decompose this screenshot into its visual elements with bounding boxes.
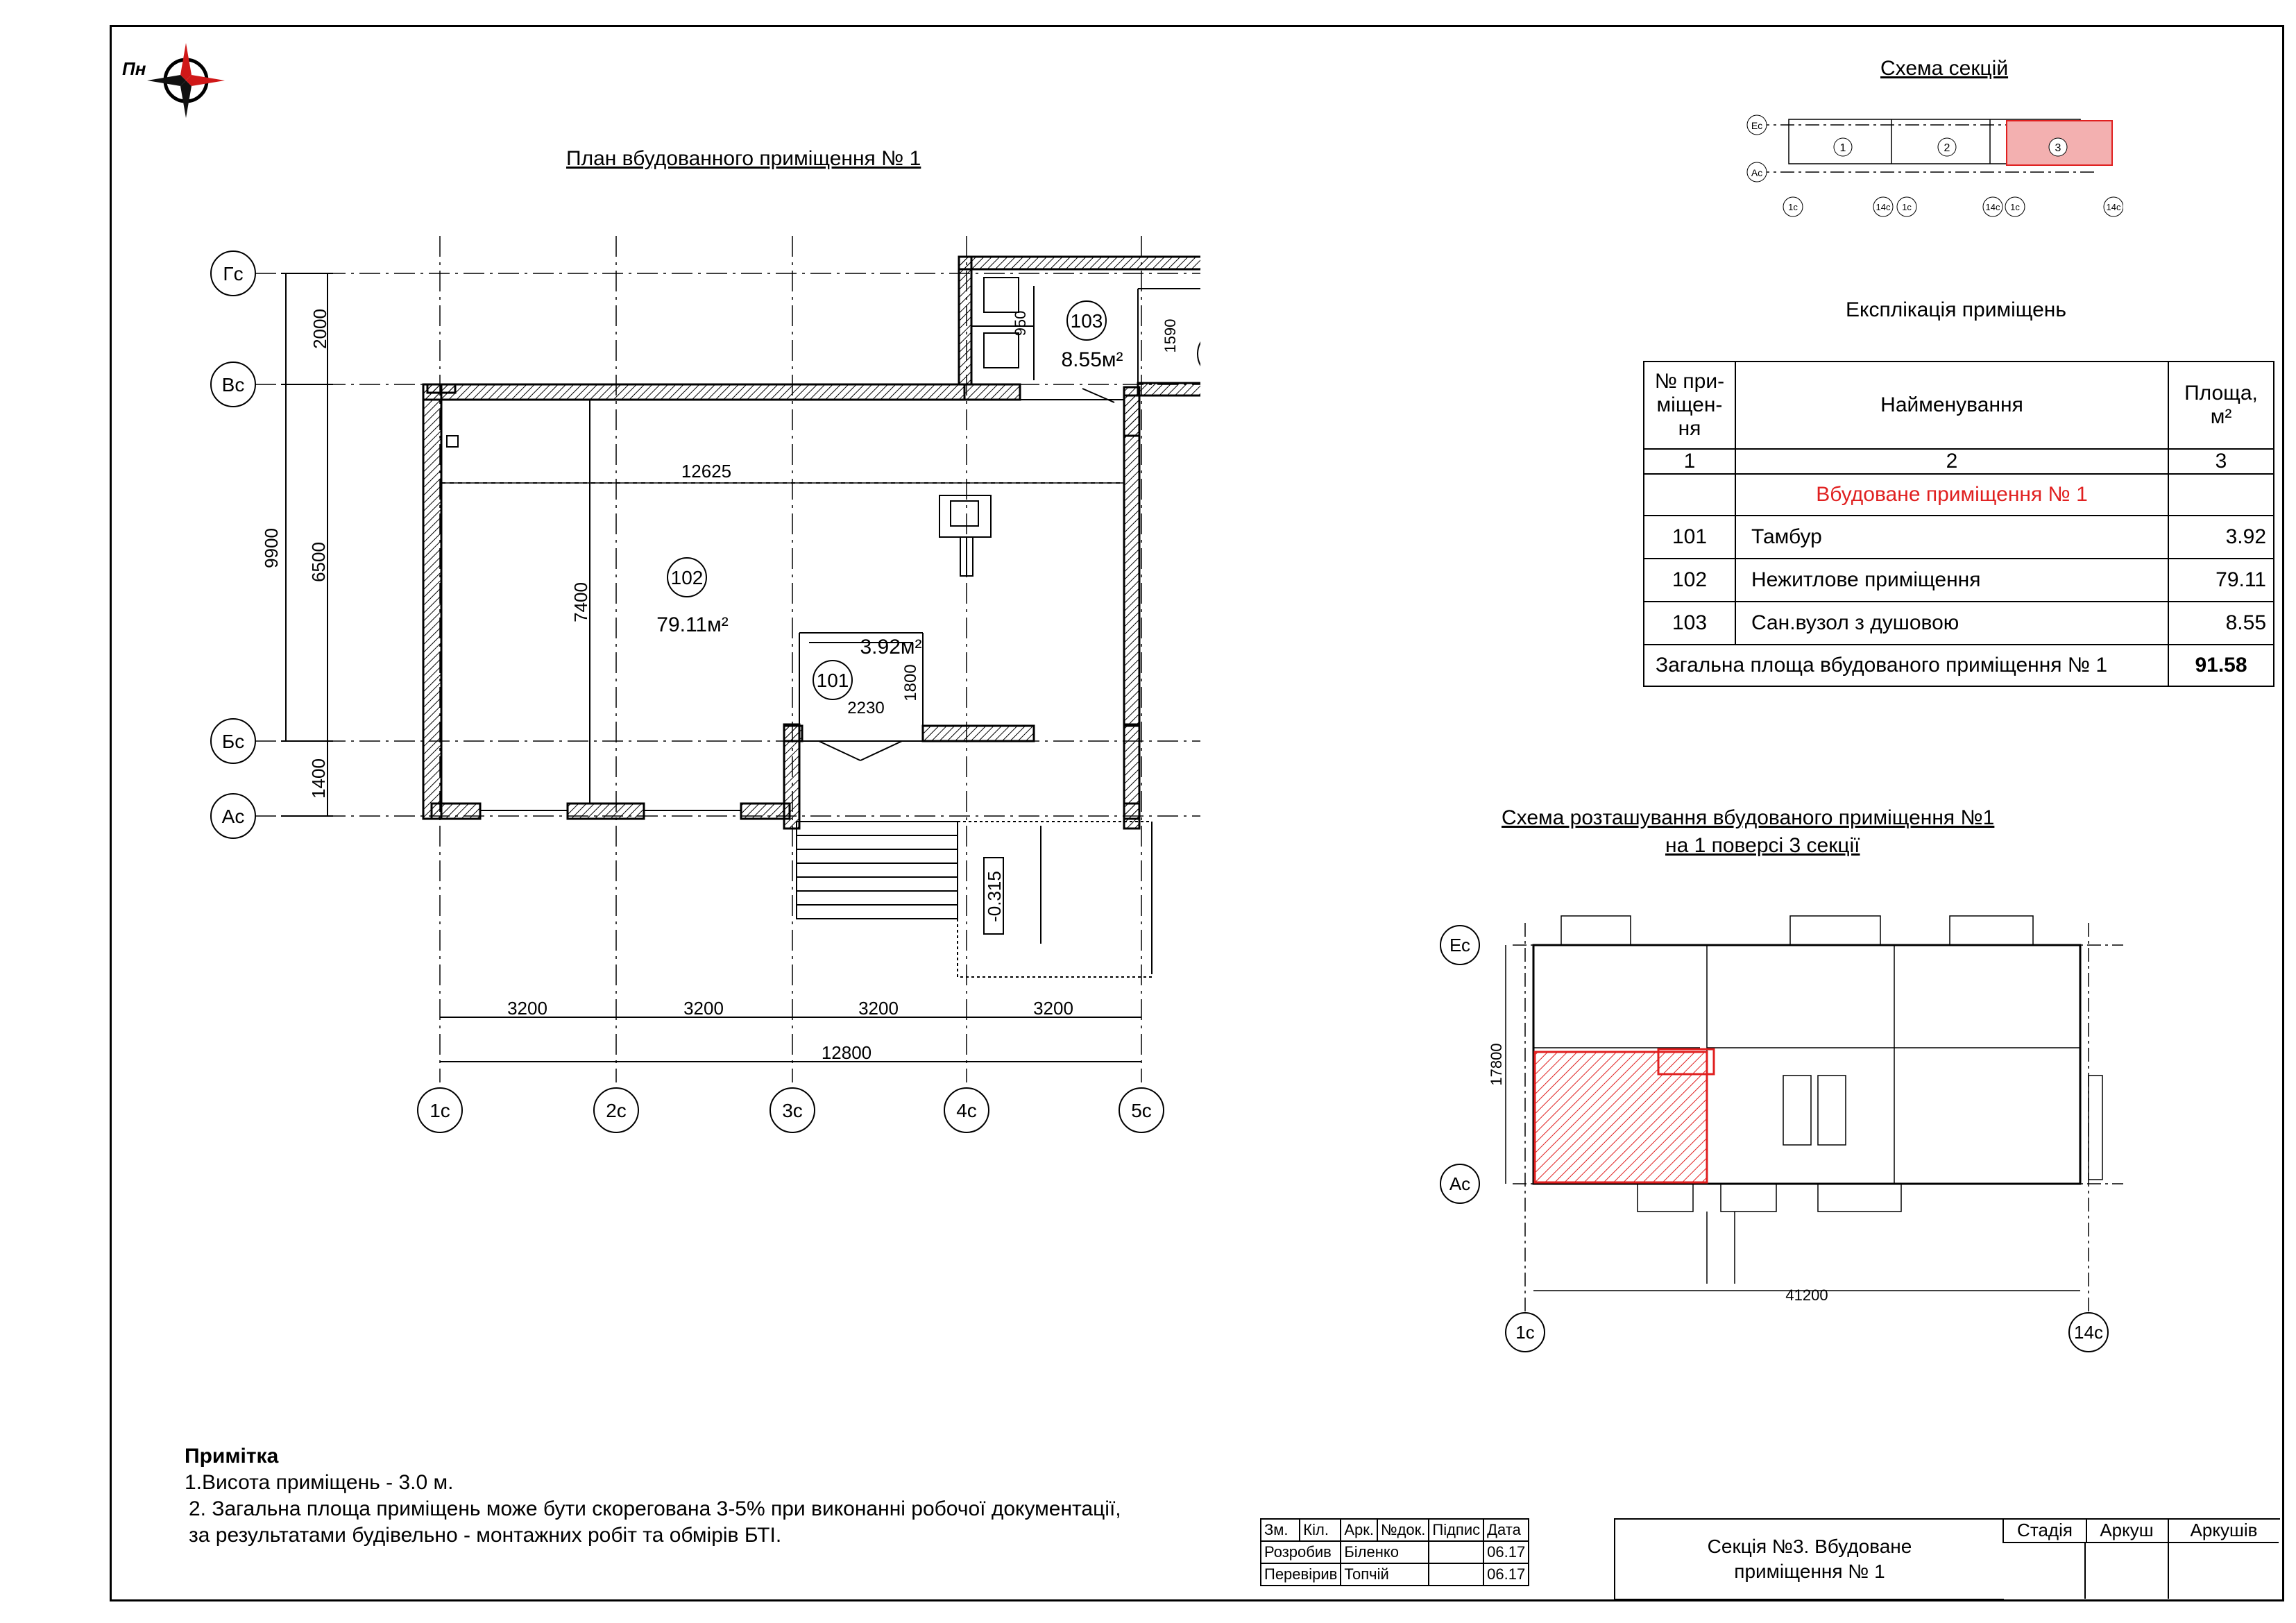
sections-bottom-5: 1с — [2010, 202, 2020, 212]
room-103-number: 103 — [1070, 310, 1103, 332]
row-103-num: 103 — [1644, 602, 1735, 645]
location-axis-1с: 1с — [1515, 1322, 1535, 1343]
table-row — [1644, 559, 2274, 602]
grid-lines — [255, 236, 1200, 1082]
explication-head-area: Площа, м² — [2168, 362, 2274, 449]
explication-head-num: № при- міщен- ня — [1644, 362, 1735, 449]
room-101-number: 101 — [816, 670, 849, 691]
stamp-date-2: 06.17 — [1483, 1563, 1529, 1586]
axis-Гс: Гс — [223, 263, 244, 284]
dim-bottom-1: 3200 — [507, 998, 547, 1019]
notes — [185, 1443, 1121, 1549]
location-axis-Ес: Ес — [1449, 935, 1471, 955]
level-mark: -0.315 — [984, 871, 1005, 922]
stamp-sheet: Аркуш — [2086, 1520, 2169, 1543]
location-dim-v: 17800 — [1488, 1043, 1505, 1086]
dim-6500: 6500 — [308, 542, 329, 582]
sections-axis-Ес: Ес — [1751, 120, 1763, 131]
dim-1800: 1800 — [901, 664, 920, 702]
north-label: Пн — [122, 58, 146, 79]
explication-colnum-2: 2 — [1735, 449, 2168, 474]
walls — [423, 257, 1200, 829]
dim-1590: 1590 — [1162, 318, 1179, 353]
stamp-data: Дата — [1483, 1519, 1529, 1541]
explication-table — [1643, 361, 2274, 687]
dim-950: 950 — [1012, 310, 1029, 337]
dim-bottom-total: 12800 — [821, 1042, 872, 1063]
explication-colnum-1: 1 — [1644, 449, 1735, 474]
stairs — [797, 822, 1152, 977]
title-block-right — [2002, 1518, 2280, 1599]
section-2: 2 — [1944, 142, 1950, 154]
dim-bottom-2: 3200 — [683, 998, 724, 1019]
dim-12625: 12625 — [681, 461, 732, 482]
section-1: 1 — [1839, 142, 1846, 154]
notes-heading: Примітка — [185, 1445, 279, 1468]
location-title-1: Схема розташування вбудованого приміщення №1 — [1502, 806, 1995, 829]
location-dim-h: 41200 — [1785, 1286, 1828, 1304]
dim-2000: 2000 — [309, 309, 330, 349]
sections-bottom-2: 14с — [1876, 202, 1891, 212]
table-row — [1644, 602, 2274, 645]
axis-Ас: Ас — [221, 806, 245, 827]
location-axis-Ас: Ас — [1449, 1173, 1471, 1194]
axis-3с: 3с — [782, 1100, 803, 1121]
explication-colnum-3: 3 — [2168, 449, 2274, 474]
axis-5с: 5с — [1131, 1100, 1152, 1121]
stamp-date-1: 06.17 — [1483, 1541, 1529, 1563]
sections-bottom-4: 14с — [1985, 202, 2000, 212]
note-line-1: 1.Висота приміщень - 3.0 м. — [185, 1471, 454, 1494]
note-line-2: 2. Загальна площа приміщень може бути скорегована 3-5% при виконанні робочої документації, — [189, 1497, 1121, 1520]
location-scheme — [1429, 895, 2158, 1353]
sections-title: Схема секцій — [1880, 57, 2009, 80]
row-102-num: 102 — [1644, 559, 1735, 602]
location-axis-14с: 14с — [2074, 1322, 2103, 1343]
stamp-ndok: №док. — [1377, 1519, 1429, 1541]
dim-bottom-3: 3200 — [858, 998, 899, 1019]
row-103-name: Сан.вузол з душовою — [1735, 602, 2168, 645]
room-102-number: 102 — [670, 567, 704, 588]
compass-icon — [115, 32, 235, 126]
sections-bottom-3: 1с — [1902, 202, 1912, 212]
title-block-main — [1614, 1518, 2004, 1600]
premises-highlight — [1535, 1052, 1707, 1182]
stamp-sheets: Аркушів — [2169, 1520, 2279, 1543]
axis-1с: 1с — [430, 1100, 450, 1121]
explication-head-name: Найменування — [1735, 362, 2168, 449]
dim-2230: 2230 — [847, 699, 885, 717]
stamp-pidpys: Підпис — [1429, 1519, 1483, 1541]
stamp-role-1: Розробив — [1261, 1541, 1341, 1563]
sections-axis-Ас: Ас — [1751, 167, 1763, 178]
stamp-title: Секція №3. Вбудоване приміщення № 1 — [1707, 1536, 1912, 1582]
stamp-stage: Стадія — [2002, 1520, 2087, 1543]
location-title-2: на 1 поверсі 3 секції — [1665, 834, 1860, 857]
north-arrow — [115, 32, 235, 126]
section-3: 3 — [2055, 142, 2061, 154]
axis-Бс: Бс — [221, 731, 245, 752]
room-102-area: 79.11м² — [656, 613, 729, 636]
row-101-area: 3.92 — [2168, 516, 2274, 559]
axis-2с: 2с — [606, 1100, 627, 1121]
row-103-area: 8.55 — [2168, 602, 2274, 645]
dim-1400: 1400 — [308, 758, 329, 799]
sections-bottom-6: 14с — [2106, 202, 2121, 212]
plan-title: План вбудованного приміщення № 1 — [566, 147, 921, 170]
note-line-3: за результатами будівельно - монтажних робіт та обмірів БТІ. — [189, 1524, 782, 1547]
total-value: 91.58 — [2168, 645, 2274, 686]
stamp-name-1: Біленко — [1341, 1541, 1429, 1563]
dim-bottom-4: 3200 — [1033, 998, 1073, 1019]
sections-scheme — [1735, 104, 2123, 222]
axis-Вс: Вс — [221, 374, 245, 396]
stamp-ark: Арк. — [1341, 1519, 1377, 1541]
explication-title: Експлікація приміщень — [1846, 298, 2066, 321]
row-102-name: Нежитлове приміщення — [1735, 559, 2168, 602]
table-row — [1644, 516, 2274, 559]
bottom-dimensions — [440, 1017, 1141, 1062]
title-block-left — [1260, 1518, 1529, 1586]
total-label: Загальна площа вбудованого приміщення № 1 — [1644, 645, 2168, 686]
stamp-kil: Кіл. — [1300, 1519, 1341, 1541]
dim-9900: 9900 — [261, 528, 282, 568]
stamp-zm: Зм. — [1261, 1519, 1300, 1541]
dim-7400: 7400 — [570, 582, 591, 622]
row-102-area: 79.11 — [2168, 559, 2274, 602]
axis-4с: 4с — [956, 1100, 977, 1121]
row-101-name: Тамбур — [1735, 516, 2168, 559]
sections-bottom-1: 1с — [1788, 202, 1798, 212]
room-103-area: 8.55м² — [1061, 348, 1123, 371]
floor-plan — [194, 229, 1200, 1145]
row-101-num: 101 — [1644, 516, 1735, 559]
stamp-name-2: Топчій — [1341, 1563, 1429, 1586]
stamp-role-2: Перевірив — [1261, 1563, 1341, 1586]
explication-group: Вбудоване приміщення № 1 — [1735, 474, 2168, 516]
room-101-area: 3.92м² — [860, 636, 922, 658]
